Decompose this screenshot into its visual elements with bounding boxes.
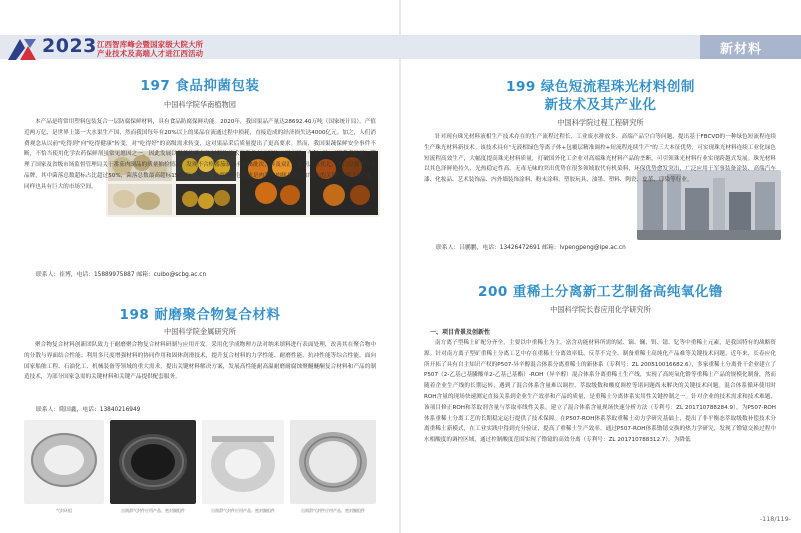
section-198-org: 中国科学院金属研究所 <box>164 327 236 336</box>
section-199-contact: 联系人：吕鹏鹏，电话：13426472691 邮箱：lvpengpeng@ipe.ac.cn <box>436 245 626 251</box>
seal-ring-photo-3 <box>202 420 284 504</box>
photo-caption-4: 自润滑气封件应用产品、密封圈组件 <box>301 508 365 513</box>
header-year: 2023 <box>42 35 97 57</box>
section-198-body: 聚合物复合材料创新团队致力于耐磨聚合物复合材料研制与应用开发。采用化学成物理方法对纳米填料进行表面处理，改善其在聚合物中的分散与界面结合性能；利用多尺度增强材料的协同作用和固体润滑技术，提升复合材料的力学性能、耐磨性能、抗冲性能等综合性能。面向国家船舶工程、石油化工、机械装备等领域的重大需求，提出关键材料解决方案，发展高性能耐高温耐磨耐腐蚀聚醚醚酮复合材料和产品的制造技术，为部分国家急需的关键材料和关键产品提供配套服务。 <box>24 342 376 381</box>
seal-ring-photo-1 <box>24 420 104 504</box>
section-197-title: 197 食品抑菌包装 <box>140 78 260 94</box>
section-200-org: 中国科学院长春应用化学研究所 <box>550 305 651 314</box>
section-197-body: 本产品是将常用塑料包装复合一层防腐保鲜材料，具有食品防腐保鲜功能。2020年，我国果品产量达28692.40万吨（国家统计局），产值近两万亿，是世界上第一大水果生产国，然而我国每年有20%以上的果品在流通过程中损耗，直接造成的经济损失达4000亿元。加之，人们消费观念从以前"吃得到"向"吃得健康"转变，对"吃得好"的高级需求转变，这对果品采后质量提出了更高要求。然而，我国果蔬保鲜安全事件不断，不恰当使用化学农药保鲜剂虽常见愿因之一，因此发展以果蔬抑菌包装材料的技术开发具有广泛的应用市场。今年7月，《消费者报道》整理了国家及省级市场监督管理局关于番茄肉制品的质量抽检情况，发现不合格番茄制品有136批次，涉及双汇、雨润、京优北、湾门豆腐等知名品牌，其中菌落总数超标占比超过50%，菌落总数最高超标1500倍。可见，防腐保鲜包装也是肉类和肉制品加工和销售的关键"卡脖子"问题，同样也具有巨大的市场空间。 <box>24 119 376 190</box>
section-197-org: 中国科学院华南植物园 <box>164 100 236 109</box>
photo-caption-2: 自润滑气封件应用产品、密封圈组件 <box>121 508 185 513</box>
photo-caption-1: 气封环组 <box>56 508 72 513</box>
section-200-title: 200 重稀土分离新工艺制备高纯氧化镥 <box>478 284 723 300</box>
summit-logo-icon <box>6 36 38 62</box>
section-199-org: 中国科学院过程工程研究所 <box>557 118 644 127</box>
photo-caption-3: 自润滑气封件应用产品、密封圈组件 <box>211 508 275 513</box>
section-199-title-line2: 新技术及其产业化 <box>544 97 657 113</box>
header-subtitle-line2: 产业技术及高端人才进江西活动 <box>97 49 204 58</box>
seal-ring-photo-2 <box>110 420 196 504</box>
section-198-title: 198 耐磨聚合物复合材料 <box>119 307 281 323</box>
seal-ring-photo-4 <box>290 420 376 504</box>
section-200-heading: 一、项目背景及创新性 <box>430 329 491 336</box>
section-198-contact: 联系人：隋国鑫，电话：13840216949 <box>36 407 141 413</box>
section-199-body: 针对现有珠光材料液相生产技术存在的生产流程过程长、工业废水排放多、高端产品空白等问题，提出基于FBCVD的一种绿色短流程连续生产珠光材料新技术。该技术具有"无液相绿色等离子体+包覆层精准调控+短流程连续生产"的三大本征优势，可实现珠光材料连续工业化绿色短流程高效生产，大幅度提高珠光材料质量，打破国外化工企业对高端珠光材料产品的垄断，可引领珠光材料行业实现跨越式发展。珠光材料以其色泽鲜艳持久、光热稳定性高、无毒无味的突出优势在很多领域取代有机染料，环保优势愈发突出，广泛应用于军事装备涂装、高端汽车漆、化妆品、艺术装饰品、内外墙装饰涂料、粉末涂料、塑胶玩具、油墨、塑料、陶瓷、皮革、印染等行业。 <box>424 134 776 184</box>
header-subtitle-line1: 江西智库峰会暨国家级大院大所 <box>97 40 204 49</box>
section-199-title-line1: 199 绿色短流程珠光材料创制 <box>506 79 695 95</box>
section-200-body: 南方离子型稀土矿配分齐全，主要以中重稀土为主，富含功能材料所需的铽、镝、镧、铒、镱、钇等中重稀土元素，是我国特有的战略资源。针对南方离子型矿重稀土分离工艺中存在重稀土分离效率低、反萃不完全、制备重稀土高纯化产品难等关键技术问题。近年来，长春应化所开拓了具有自主知识产权的P507-异辛醇混合体系分离重稀土的新体系（专利号：ZL 200510016682.6），多家重稀土分离骨干企业建立了P507（2-乙基己基膦酸单2-乙基己基酯）-ROH（异辛醇）混合体系分离重稀土生产线，实现了高纯氧化镥等重稀土产品的规模化制备，然而随着企业生产线的长期运转，遇到了混合体系含量难以调控、萃取级数和酸度调控等诸问题尚未解决的关键技术问题。混合体系循环使用时ROH含量的现场快速测定直接关系到企业生产效率和产品的质量，是重稀土分离体系实用性关键控制之一。针对企业的技术需求和技术难题，该项目修正ROH和萃取剂含量与萃取率线性关系，建立了混合体系含量现场快速分析方法（专利号：ZL 201710788284.9），为P507-ROH体系重稀土分离工艺的长期稳定运行提供了技术保障。在P507-ROH体系萃取重稀土动力学研究基础上，提出了非平衡态萃取级数补偿技术分离重稀土新模式，在工业实践中得到充分验证，提高了重稀土生产效率。通过P507-ROH体系镥镱交换的热力学研究，发现了镥镱交换过程中水相酸度的调控区域，通过控制酸度范围实现了镥镱的高效分离（专利号：ZL 201710788312.7），为降低 <box>424 340 776 444</box>
section-197-contact: 联系人：崔博，电话：15889975887 邮箱：cuibo@scbg.ac.cn <box>36 272 207 278</box>
category-label: 新材料 <box>720 42 763 57</box>
page-numbers: -118/119- <box>759 515 791 523</box>
